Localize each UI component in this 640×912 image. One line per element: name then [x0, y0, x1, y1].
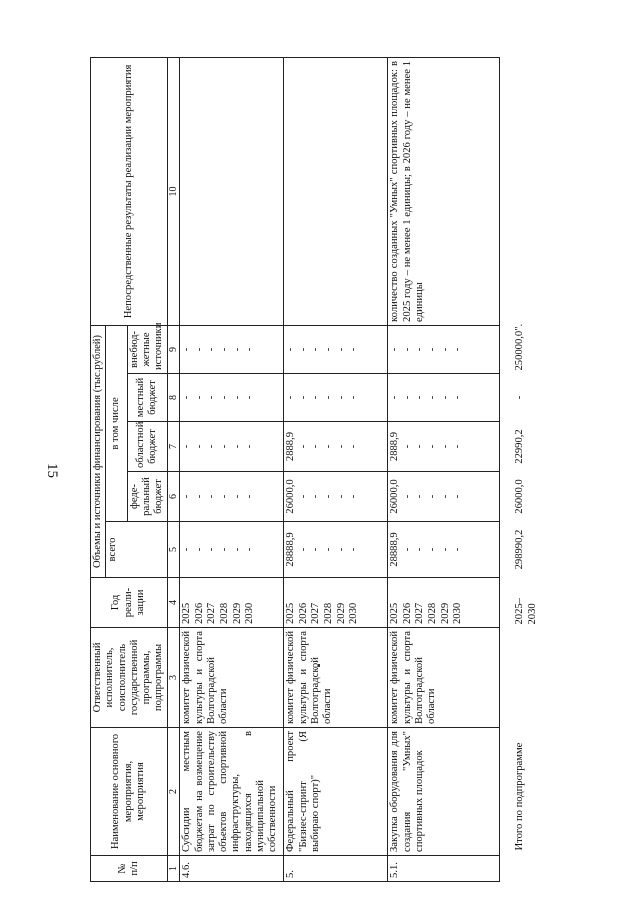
row-number: 5. [284, 856, 388, 882]
row-results: количество созданных "Умных" спортивных площадок: в 2025 году – не менее 1 единицы; в 2026 году – не менее 1 единицы [388, 57, 500, 325]
summary-label: Итого по подпрограмме [514, 742, 526, 851]
summary-years: 2025–2030 [514, 598, 538, 625]
row-federal: 26000,0 - - - - - [284, 472, 388, 522]
row-activity-name: Субсидии местным бюджетам на возмещение затрат по строительству объектов спортивной инфраструктуры, находящихся в муниципальной собственности [180, 728, 284, 856]
row-local: - - - - - - [284, 374, 388, 422]
col-header-results: Непосредственные результаты реализации мероприятия [91, 57, 168, 325]
table-row [284, 57, 388, 881]
col-number: 7 [167, 422, 180, 472]
rotated-table-region [90, 58, 640, 882]
col-header-year: Год реали-зации [91, 578, 168, 628]
row-results [284, 57, 388, 325]
row-results [180, 57, 284, 325]
col-number: 1 [167, 856, 180, 882]
row-regional: - - - - - - [180, 422, 284, 472]
summary-regional: 22990,2 [514, 429, 526, 464]
row-regional: 2888,9 - - - - - [388, 422, 500, 472]
row-years: 2025 2026 2027 2028 2029 2030 [284, 578, 388, 628]
col-header-executor: Ответственный исполнитель, соисполнитель государственной программы, подпрограммы [91, 628, 168, 728]
row-executor: комитет физической культуры и спорта Волгоградской области [388, 628, 500, 728]
col-header-funding: Объемы и источники финансирования (тыс.рублей) [91, 325, 106, 577]
col-number: 4 [167, 578, 180, 628]
row-executor: комитет физической культуры и спорта Волгоградской области [284, 628, 388, 728]
col-number: 2 [167, 728, 180, 856]
table-row [388, 57, 500, 881]
row-regional: 2888,9 - - - - - [284, 422, 388, 472]
summary-federal: 26000,0 [514, 479, 526, 514]
row-extra: - - - - - - [388, 325, 500, 373]
row-years: 2025 2026 2027 2028 2029 2030 [388, 578, 500, 628]
col-header-local: местный бюджет [127, 374, 167, 422]
col-number: 9 [167, 325, 180, 373]
row-total: 28888,9 - - - - - [388, 522, 500, 578]
col-header-name: Наименование основного мероприятия, мероприятия [91, 728, 168, 856]
summary-local: - [514, 395, 526, 400]
col-header-extra: внебюд-жетные источники [127, 325, 167, 373]
col-number: 8 [167, 374, 180, 422]
row-local: - - - - - - [388, 374, 500, 422]
row-number: 4.6. [180, 856, 284, 882]
row-extra: - - - - - - [180, 325, 284, 373]
page-number: 15 [44, 463, 60, 478]
row-total: 28888,9 - - - - - [284, 522, 388, 578]
summary-row [500, 57, 540, 881]
row-activity-name: Федеральный проект "Бизнес-спринт (Я выбираю спорт)" [284, 728, 388, 856]
col-number: 10 [167, 57, 180, 325]
col-header-including: в том числе [106, 325, 128, 521]
col-number: 5 [167, 522, 180, 578]
summary-extra: 250000,0". [514, 323, 526, 371]
row-executor: комитет физической культуры и спорта Волгоградской области [180, 628, 284, 728]
col-header-federal: феде-ральный бюджет [127, 472, 167, 522]
row-local: - - - - - - [180, 374, 284, 422]
col-header-regional: областной бюджет [127, 422, 167, 472]
row-total: - - - - - - [180, 522, 284, 578]
funding-table [90, 57, 540, 882]
col-header-total: всего [106, 522, 167, 578]
column-number-row [167, 57, 180, 881]
row-number: 5.1. [388, 856, 500, 882]
row-federal: 26000,0 - - - - - [388, 472, 500, 522]
col-number: 6 [167, 472, 180, 522]
table-row [180, 57, 284, 881]
row-federal: - - - - - - [180, 472, 284, 522]
col-header-num: № п/п [91, 856, 168, 882]
row-years: 2025 2026 2027 2028 2029 2030 [180, 578, 284, 628]
row-extra: - - - - - - [284, 325, 388, 373]
col-number: 3 [167, 628, 180, 728]
summary-total: 298990,2 [514, 529, 526, 570]
row-activity-name: Закупка оборудования для создания "Умных" спортивных площадок [388, 728, 500, 856]
